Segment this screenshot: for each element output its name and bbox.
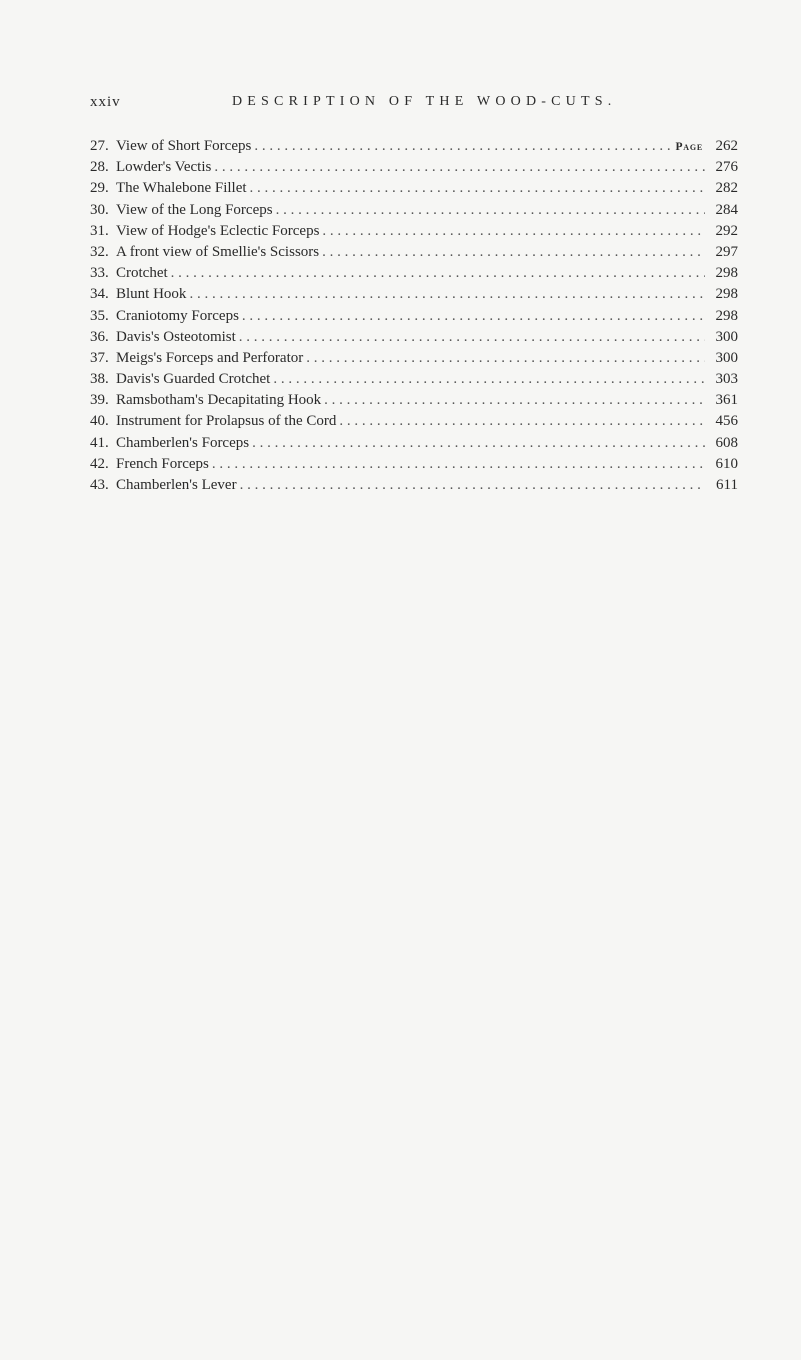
list-item xyxy=(90,456,738,477)
entry-number: 32. xyxy=(90,243,109,260)
dot-leader xyxy=(254,138,672,155)
entry-number: 34. xyxy=(90,286,109,303)
entry-title: Craniotomy Forceps xyxy=(116,307,239,324)
list-item xyxy=(90,371,738,392)
running-title: DESCRIPTION OF THE WOOD-CUTS. xyxy=(232,94,617,109)
dot-leader xyxy=(306,350,705,367)
list-item xyxy=(90,435,738,456)
entry-number: 39. xyxy=(90,392,109,409)
entry-title: View of the Long Forceps xyxy=(116,201,273,218)
entry-page-number: 300 xyxy=(715,328,738,345)
list-item xyxy=(90,138,738,159)
list-item xyxy=(90,413,738,434)
entry-title: Meigs's Forceps and Perforator xyxy=(116,349,304,366)
entry-number: 31. xyxy=(90,222,109,239)
list-item xyxy=(90,286,738,307)
entry-page-number: 292 xyxy=(715,222,738,239)
entry-page-number: 610 xyxy=(715,455,738,472)
entry-page-number: 262 xyxy=(715,138,738,154)
dot-leader xyxy=(322,223,705,240)
list-item xyxy=(90,244,738,265)
dot-leader xyxy=(242,308,705,325)
entry-title: Crotchet xyxy=(116,265,168,282)
entry-page-number: 303 xyxy=(715,371,738,388)
dot-leader xyxy=(250,180,705,197)
dot-leader xyxy=(214,159,705,176)
list-item xyxy=(90,392,738,413)
entry-title: View of Short Forceps xyxy=(116,138,252,154)
entry-number: 30. xyxy=(90,201,109,218)
page-folio: xxiv xyxy=(90,94,121,110)
entry-number: 33. xyxy=(90,265,109,282)
entry-title: Ramsbotham's Decapitating Hook xyxy=(116,392,322,409)
entry-title: The Whalebone Fillet xyxy=(116,180,247,197)
dot-leader xyxy=(189,286,705,303)
entry-number: 37. xyxy=(90,349,109,366)
entry-title: View of Hodge's Eclectic Forceps xyxy=(116,222,320,239)
list-item xyxy=(90,308,738,329)
dot-leader xyxy=(171,265,705,282)
entry-title: Chamberlen's Lever xyxy=(116,477,237,493)
list-item xyxy=(90,329,738,350)
entry-page-number: 611 xyxy=(716,477,738,493)
list-item xyxy=(90,223,738,244)
entry-page-number: 298 xyxy=(715,286,738,303)
list-item xyxy=(90,180,738,201)
dot-leader xyxy=(212,456,705,473)
entry-page-number: 298 xyxy=(715,307,738,324)
entry-page-number: 300 xyxy=(715,349,738,366)
list-item xyxy=(90,477,738,498)
entry-number: 36. xyxy=(90,328,109,345)
list-item xyxy=(90,202,738,223)
entry-number: 27. xyxy=(90,138,109,154)
entry-page-number: 608 xyxy=(715,434,738,451)
entry-page-number: 361 xyxy=(715,392,738,409)
entry-number: 41. xyxy=(90,434,109,451)
entry-number: 28. xyxy=(90,159,109,176)
entry-title: Lowder's Vectis xyxy=(116,159,212,176)
entry-page-number: 297 xyxy=(715,243,738,260)
entry-title: Blunt Hook xyxy=(116,286,187,303)
entry-title: Chamberlen's Forceps xyxy=(116,434,250,451)
entry-page-number: 284 xyxy=(715,201,738,218)
entry-number: 42. xyxy=(90,455,109,472)
entry-title: French Forceps xyxy=(116,455,209,472)
dot-leader xyxy=(273,371,705,388)
entry-title: Davis's Guarded Crotchet xyxy=(116,371,271,388)
list-item xyxy=(90,265,738,286)
entry-number: 38. xyxy=(90,371,109,388)
list-item xyxy=(90,159,738,180)
dot-leader xyxy=(339,413,705,430)
entry-number: 40. xyxy=(90,413,109,430)
entry-number: 43. xyxy=(90,477,109,493)
woodcut-list xyxy=(90,138,738,498)
entry-page-number: 282 xyxy=(715,180,738,197)
page-header xyxy=(90,94,750,116)
dot-leader xyxy=(240,477,705,494)
dot-leader xyxy=(252,435,705,452)
dot-leader xyxy=(276,202,705,219)
page-label: Page xyxy=(675,141,703,153)
list-item xyxy=(90,350,738,371)
entry-title: A front view of Smellie's Scissors xyxy=(116,243,320,260)
entry-page-number: 298 xyxy=(715,265,738,282)
entry-number: 35. xyxy=(90,307,109,324)
entry-title: Davis's Osteotomist xyxy=(116,328,236,345)
dot-leader xyxy=(322,244,705,261)
dot-leader xyxy=(239,329,705,346)
entry-page-number: 276 xyxy=(715,159,738,176)
entry-number: 29. xyxy=(90,180,109,197)
entry-page-number: 456 xyxy=(715,413,738,430)
dot-leader xyxy=(324,392,705,409)
entry-title: Instrument for Prolapsus of the Cord xyxy=(116,413,337,430)
